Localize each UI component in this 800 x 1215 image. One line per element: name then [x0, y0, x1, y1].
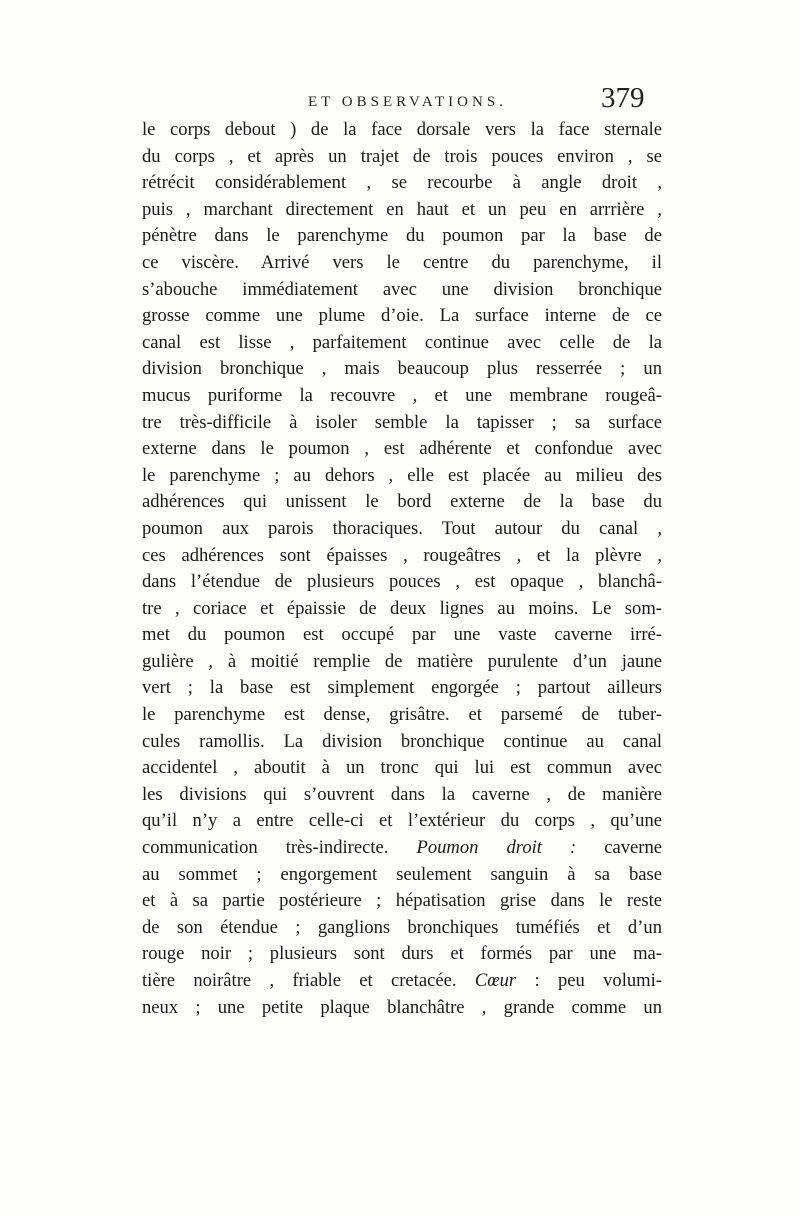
text-line: s’abouche immédiatement avec une division bronchique [142, 278, 662, 300]
text-line: qu’il n’y a entre celle-ci et l’extérieur du corps , qu’une [142, 810, 662, 832]
text-line: de son étendue ; ganglions bronchiques tuméfiés et d’un [142, 916, 662, 938]
line-segment: tière noirâtre , friable et cretacée. [142, 970, 457, 991]
text-line: pénètre dans le parenchyme du poumon par la base de [142, 225, 662, 247]
italic-heading: Cœur [474, 970, 517, 991]
text-line-mixed [142, 968, 662, 995]
line-segment: : peu volumi- [534, 970, 662, 991]
text-line: canal est lisse , parfaitement continue avec celle de la [142, 331, 662, 353]
text-line: les divisions qui s’ouvrent dans la caverne , de manière [142, 783, 662, 805]
text-line: accidentel , aboutit à un tronc qui lui est commun avec [142, 757, 662, 779]
text-line: le parenchyme ; au dehors , elle est placée au milieu des [142, 464, 662, 486]
text-line: puis , marchant directement en haut et un peu en arrrière , [142, 198, 662, 220]
body-text [142, 117, 662, 1021]
text-line: met du poumon est occupé par une vaste caverne irré- [142, 624, 662, 646]
italic-heading: Poumon droit : [416, 837, 577, 859]
text-line: le corps debout ) de la face dorsale vers la face sternale [142, 119, 662, 140]
text-line: rétrécit considérablement , se recourbe à angle droit , [142, 172, 662, 194]
text-line: vert ; la base est simplement engorgée ; partout ailleurs [142, 677, 662, 699]
text-line: poumon aux parois thoraciques. Tout autour du canal , [142, 517, 662, 539]
text-line: division bronchique , mais beaucoup plus resserrée ; un [142, 358, 662, 380]
text-line: au sommet ; engorgement seulement sanguin à sa base [142, 863, 662, 885]
line-segment: caverne [604, 837, 662, 859]
text-line: ces adhérences sont épaisses , rougeâtres , et la plèvre , [142, 544, 662, 566]
text-line-mixed [142, 835, 662, 862]
text-line: adhérences qui unissent le bord externe de la base du [142, 491, 662, 513]
line-segment: communication très-indirecte. [142, 837, 389, 859]
text-line: externe dans le poumon , est adhérente et confondue avec [142, 438, 662, 460]
text-line: tre très-difficile à isoler semble la tapisser ; sa surface [142, 411, 662, 433]
running-head: ET OBSERVATIONS. [308, 94, 507, 110]
text-line: du corps , et après un trajet de trois pouces environ , se [142, 145, 662, 167]
text-line: gulière , à moitié remplie de matière purulente d’un jaune [142, 650, 662, 672]
text-line: dans l’étendue de plusieurs pouces , est opaque , blanchâ- [142, 571, 662, 593]
text-line: et à sa partie postérieure ; hépatisation grise dans le reste [142, 890, 662, 912]
text-line: mucus puriforme la recouvre , et une membrane rougeâ- [142, 384, 662, 406]
text-line: ce viscère. Arrivé vers le centre du parenchyme, il [142, 251, 662, 273]
text-line: tre , coriace et épaissie de deux lignes au moins. Le som- [142, 597, 662, 619]
text-line: neux ; une petite plaque blanchâtre , grande comme un [142, 996, 662, 1018]
text-line: cules ramollis. La division bronchique continue au canal [142, 730, 662, 752]
page-number: 379 [601, 82, 645, 114]
text-line: le parenchyme est dense, grisâtre. et parsemé de tuber- [142, 704, 662, 726]
text-line: rouge noir ; plusieurs sont durs et formés par une ma- [142, 943, 662, 965]
text-line: grosse comme une plume d’oie. La surface interne de ce [142, 305, 662, 327]
